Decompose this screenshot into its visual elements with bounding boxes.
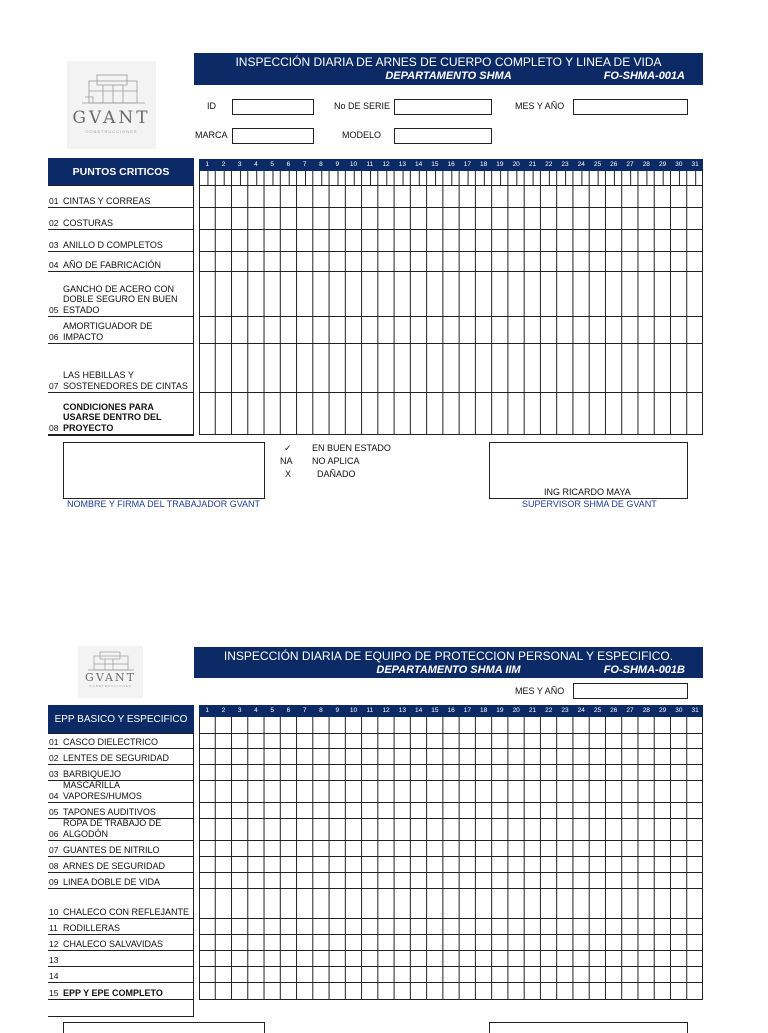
- item-label: COSTURAS: [63, 217, 114, 228]
- item-label: CONDICIONES PARA USARSE DENTRO DEL PROYECTO: [63, 401, 162, 433]
- company-name: GVANT: [72, 108, 151, 128]
- item-number: 11: [49, 923, 58, 933]
- item-number: 04: [49, 260, 59, 270]
- item-number: 03: [49, 240, 59, 250]
- day-29: 29: [658, 161, 667, 168]
- form-a-items: [48, 185, 194, 435]
- item-label: ROPA DE TRABAJO DE ALGODÓN: [63, 818, 162, 839]
- day-6: 6: [286, 161, 291, 168]
- day-3: 3: [237, 707, 242, 714]
- item-number: 15: [49, 988, 59, 998]
- company-subtitle: CONSTRUCCIONES: [85, 129, 138, 134]
- form-b-title: INSPECCIÓN DIARIA DE EQUIPO DE PROTECCION PERSONAL Y ESPECIFICO.: [223, 649, 674, 663]
- item-label: LAS HEBILLAS Y SOSTENEDORES DE CINTAS: [63, 370, 188, 391]
- day-25: 25: [593, 707, 602, 714]
- day-3: 3: [237, 161, 242, 168]
- item-row: [48, 983, 194, 1000]
- item-number: 05: [49, 807, 59, 817]
- company-logo: [67, 61, 156, 149]
- item-row: [48, 803, 194, 819]
- day-8: 8: [319, 707, 323, 714]
- day-10: 10: [349, 161, 358, 168]
- day-17: 17: [463, 161, 471, 168]
- form-b-day-header: [199, 705, 703, 717]
- supervisor-signature-label: SUPERVISOR SHMA DE GVANT: [522, 499, 657, 509]
- company-logo-b: [78, 646, 143, 698]
- day-20: 20: [512, 161, 520, 168]
- day-22: 22: [545, 707, 553, 714]
- day-2: 2: [221, 161, 226, 168]
- item-row: [48, 317, 194, 344]
- item-row: [48, 873, 194, 889]
- item-row: [48, 393, 194, 435]
- day-19: 19: [496, 707, 504, 714]
- day-26: 26: [610, 161, 618, 168]
- item-number: 06: [49, 332, 59, 342]
- day-10: 10: [349, 707, 358, 714]
- inspection-grid[interactable]: [199, 171, 703, 435]
- item-row: [48, 951, 194, 967]
- item-label: GANCHO DE ACERO CON DOBLE SEGURO EN BUEN ESTADO: [63, 283, 178, 315]
- item-row: [48, 935, 194, 951]
- legend: [280, 443, 400, 488]
- day-15: 15: [431, 161, 439, 168]
- label-modelo: MODELO: [342, 130, 382, 140]
- item-label: CINTAS Y CORREAS: [63, 195, 151, 206]
- item-row: [48, 208, 194, 230]
- legend-text: EN BUEN ESTADO: [312, 443, 391, 453]
- form-a-code: FO-SHMA-001A: [603, 70, 685, 82]
- item-label: ARNES DE SEGURIDAD: [63, 860, 166, 871]
- item-label: AÑO DE FABRICACIÓN: [63, 259, 162, 270]
- label-serie: No DE SERIE: [334, 101, 391, 111]
- day-8: 8: [319, 161, 323, 168]
- day-7: 7: [302, 161, 307, 168]
- item-number: 06: [49, 829, 59, 839]
- day-1: 1: [205, 161, 209, 168]
- day-24: 24: [577, 707, 585, 714]
- day-9: 9: [335, 161, 340, 168]
- day-4: 4: [254, 161, 258, 168]
- item-number: 08: [49, 423, 59, 433]
- day-17: 17: [463, 707, 471, 714]
- item-number: 04: [49, 791, 59, 801]
- day-5: 5: [270, 707, 274, 714]
- form-a-department: DEPARTAMENTO SHMA: [385, 70, 512, 82]
- item-row: [48, 889, 194, 919]
- item-label: CHALECO SALVAVIDAS: [63, 938, 164, 949]
- day-28: 28: [642, 161, 650, 168]
- label-mes-b: MES Y AÑO: [515, 686, 565, 696]
- day-31: 31: [691, 707, 699, 714]
- item-label: RODILLERAS: [63, 922, 121, 933]
- day-7: 7: [302, 707, 307, 714]
- form-b-items: [48, 733, 194, 1016]
- day-2: 2: [221, 707, 226, 714]
- item-number: 07: [49, 845, 59, 855]
- day-31: 31: [691, 161, 699, 168]
- item-row: [48, 733, 194, 749]
- form-a-banner: [194, 53, 703, 85]
- day-14: 14: [414, 161, 423, 168]
- item-row: [48, 749, 194, 765]
- item-number: 05: [49, 305, 59, 315]
- day-18: 18: [480, 161, 488, 168]
- item-label: AMORTIGUADOR DE IMPACTO: [63, 321, 153, 342]
- item-number: 09: [49, 877, 59, 887]
- input-id[interactable]: [232, 99, 314, 115]
- day-11: 11: [366, 707, 374, 714]
- input-mes-b[interactable]: [573, 683, 688, 699]
- form-a-title: INSPECCIÓN DIARIA DE ARNES DE CUERPO COMPLETO Y LINEA DE VIDA: [235, 55, 662, 69]
- item-label: CHALECO CON REFLEJANTE: [63, 906, 190, 917]
- company-name-b: GVANT: [85, 671, 136, 684]
- item-row: [48, 919, 194, 935]
- item-number: 12: [49, 939, 59, 949]
- item-label: BARBIQUEJO: [63, 768, 122, 779]
- item-row: [48, 781, 194, 803]
- day-30: 30: [675, 161, 683, 168]
- day-15: 15: [431, 707, 439, 714]
- day-11: 11: [366, 161, 374, 168]
- day-14: 14: [414, 707, 423, 714]
- form-b-header: EPP BASICO Y ESPECIFICO: [48, 705, 194, 733]
- item-number: 07: [49, 381, 59, 391]
- company-subtitle-b: CONSTRUCCIONES: [89, 684, 132, 688]
- item-label: GUANTES DE NITRILO: [63, 844, 160, 855]
- day-30: 30: [675, 707, 683, 714]
- item-row: [48, 765, 194, 781]
- day-26: 26: [610, 707, 618, 714]
- day-22: 22: [545, 161, 553, 168]
- day-13: 13: [398, 707, 406, 714]
- item-label: MASCARILLA VAPORES/HUMOS: [63, 780, 142, 801]
- item-number: 01: [49, 196, 59, 206]
- inspection-grid[interactable]: [199, 717, 703, 1000]
- item-row: [48, 344, 194, 393]
- form-b-department: DEPARTAMENTO SHMA IIM: [376, 664, 521, 676]
- day-29: 29: [658, 707, 667, 714]
- label-marca: MARCA: [195, 130, 228, 140]
- day-21: 21: [528, 161, 537, 168]
- day-6: 6: [286, 707, 291, 714]
- supervisor-name: ING RICARDO MAYA: [544, 487, 631, 497]
- legend-item: [280, 456, 360, 466]
- item-row: [48, 185, 194, 208]
- input-marca[interactable]: [232, 128, 314, 144]
- input-modelo[interactable]: [394, 128, 492, 144]
- day-9: 9: [335, 707, 340, 714]
- item-number: 08: [49, 861, 59, 871]
- day-24: 24: [577, 161, 585, 168]
- item-row: [48, 967, 194, 983]
- item-row: [48, 841, 194, 857]
- item-number: 13: [49, 955, 59, 965]
- legend-symbol: ✓: [284, 443, 292, 453]
- item-label: CASCO DIELECTRICO: [63, 736, 159, 747]
- item-label: LENTES DE SEGURIDAD: [63, 752, 170, 763]
- label-mes-a: MES Y AÑO: [515, 101, 565, 111]
- day-23: 23: [561, 707, 569, 714]
- input-serie[interactable]: [394, 99, 492, 115]
- day-16: 16: [447, 161, 455, 168]
- day-27: 27: [626, 707, 634, 714]
- form-a-header: PUNTOS CRITICOS: [48, 158, 194, 185]
- worker-signature-label: NOMBRE Y FIRMA DEL TRABAJADOR GVANT: [67, 499, 261, 509]
- item-label: ANILLO D COMPLETOS: [63, 239, 163, 250]
- item-number: 14: [49, 971, 59, 981]
- day-25: 25: [593, 161, 602, 168]
- day-21: 21: [528, 707, 537, 714]
- item-number: 10: [49, 907, 59, 917]
- day-23: 23: [561, 161, 569, 168]
- legend-symbol: X: [285, 469, 292, 479]
- day-28: 28: [642, 707, 650, 714]
- day-19: 19: [496, 161, 504, 168]
- label-id: ID: [207, 101, 216, 111]
- item-number: 03: [49, 769, 59, 779]
- form-a-grid[interactable]: [199, 171, 703, 435]
- item-number: 02: [49, 218, 59, 228]
- day-13: 13: [398, 161, 406, 168]
- item-row: [48, 252, 194, 272]
- day-12: 12: [382, 161, 390, 168]
- day-4: 4: [254, 707, 258, 714]
- item-row: [48, 230, 194, 252]
- item-row: [48, 272, 194, 317]
- item-number: 02: [49, 753, 59, 763]
- item-label: EPP Y EPE COMPLETO: [63, 987, 163, 998]
- item-label: LINEA DOBLE DE VIDA: [63, 876, 161, 887]
- legend-text: DAÑADO: [317, 469, 356, 479]
- day-16: 16: [447, 707, 455, 714]
- item-number: 01: [49, 737, 59, 747]
- day-27: 27: [626, 161, 634, 168]
- legend-symbol: NA: [280, 456, 293, 466]
- item-row: [48, 857, 194, 873]
- legend-item: [280, 443, 391, 454]
- legend-text: NO APLICA: [312, 456, 360, 466]
- day-5: 5: [270, 161, 274, 168]
- day-12: 12: [382, 707, 390, 714]
- form-b-banner: [194, 647, 703, 678]
- form-b-grid[interactable]: [199, 717, 703, 1016]
- day-20: 20: [512, 707, 520, 714]
- item-row: [48, 819, 194, 841]
- legend-item: [280, 469, 356, 479]
- day-18: 18: [480, 707, 488, 714]
- worker-signature-box[interactable]: [63, 442, 265, 499]
- input-mes-a[interactable]: [573, 99, 688, 115]
- item-label: TAPONES AUDITIVOS: [63, 806, 156, 817]
- day-1: 1: [205, 707, 209, 714]
- form-a-day-header: [199, 159, 703, 171]
- form-b-code: FO-SHMA-001B: [603, 664, 685, 676]
